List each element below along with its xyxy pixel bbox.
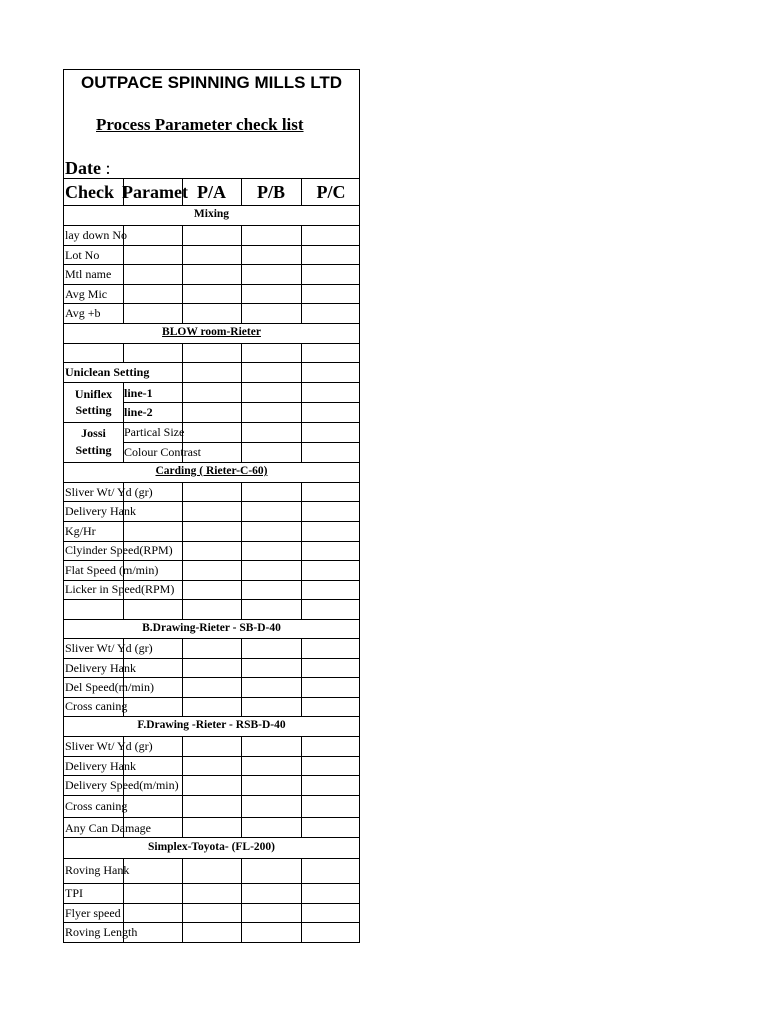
row-label-colour-contrast: Colour Contrast bbox=[124, 445, 201, 459]
row-label-fdraw-cross-caning: Cross caning bbox=[65, 799, 128, 813]
row-label-fdraw-sliver-wt: Sliver Wt/ Yd (gr) bbox=[65, 739, 153, 753]
row-label-bdraw-sliver-wt: Sliver Wt/ Yd (gr) bbox=[65, 641, 153, 655]
row-label-avg-mic: Avg Mic bbox=[65, 287, 108, 301]
row-line bbox=[64, 817, 359, 818]
row-line bbox=[64, 922, 359, 923]
row-label-avg-plus-b: Avg +b bbox=[65, 306, 101, 320]
col-line-pa bbox=[182, 858, 183, 943]
column-header-pb: P/B bbox=[256, 182, 285, 202]
col-line-pc bbox=[301, 858, 302, 943]
row-line bbox=[64, 560, 359, 561]
col-line-pa bbox=[182, 225, 183, 323]
row-line bbox=[64, 599, 359, 600]
date-label: Date bbox=[65, 158, 101, 178]
row-line bbox=[64, 303, 359, 304]
row-line bbox=[64, 225, 359, 226]
row-line bbox=[64, 501, 359, 502]
section-finisher-drawing: F.Drawing -Rieter - RSB-D-40 bbox=[137, 719, 286, 731]
section-carding: Carding ( Rieter-C-60) bbox=[155, 465, 268, 477]
row-line bbox=[64, 903, 359, 904]
row-line bbox=[64, 775, 359, 776]
col-line-pa bbox=[182, 638, 183, 716]
row-line bbox=[64, 382, 359, 383]
row-label-material: Mtl name bbox=[65, 267, 112, 281]
row-line bbox=[64, 658, 359, 659]
col-line-pb bbox=[241, 638, 242, 716]
row-line bbox=[64, 462, 359, 463]
row-label-cylinder-speed: Clyinder Speed(RPM) bbox=[65, 543, 173, 557]
row-line bbox=[64, 284, 359, 285]
column-header-pa: P/A bbox=[197, 182, 226, 202]
row-line bbox=[64, 736, 359, 737]
col-line-pc bbox=[301, 736, 302, 838]
row-line bbox=[64, 756, 359, 757]
row-label-fdraw-delivery-speed: Delivery Speed(m/min) bbox=[65, 778, 179, 792]
row-label-lot: Lot No bbox=[65, 248, 100, 262]
row-line bbox=[64, 697, 359, 698]
row-line bbox=[64, 580, 359, 581]
row-label-flyer-speed: Flyer speed bbox=[65, 906, 121, 920]
col-line-pb bbox=[241, 736, 242, 838]
row-label-bdraw-cross-caning: Cross caning bbox=[65, 699, 128, 713]
row-line bbox=[64, 178, 359, 179]
row-line bbox=[64, 541, 359, 542]
row-line bbox=[64, 264, 359, 265]
section-breaker-drawing: B.Drawing-Rieter - SB-D-40 bbox=[142, 622, 281, 634]
company-name: OUTPACE SPINNING MILLS LTD bbox=[81, 73, 342, 92]
row-line bbox=[64, 343, 359, 344]
column-header-pc: P/C bbox=[316, 182, 346, 202]
row-line bbox=[64, 245, 359, 246]
col-line-pa bbox=[182, 482, 183, 619]
row-line bbox=[64, 795, 359, 796]
row-label-uniclean: Uniclean Setting bbox=[65, 365, 150, 379]
row-label-partical-size: Partical Size bbox=[124, 425, 185, 439]
row-line bbox=[64, 883, 359, 884]
row-label-line-2: line-2 bbox=[124, 405, 153, 419]
row-label-line-1: line-1 bbox=[124, 386, 153, 400]
row-line bbox=[64, 323, 359, 324]
row-label-jossi-setting: Setting bbox=[75, 443, 112, 457]
date-field bbox=[65, 159, 111, 177]
row-line bbox=[64, 858, 359, 859]
row-label-laydown: lay down No bbox=[65, 228, 127, 242]
checklist-title: Process Parameter check list bbox=[96, 115, 304, 134]
row-label-jossi: Jossi bbox=[81, 426, 106, 440]
process-parameter-checklist bbox=[63, 69, 360, 943]
row-line bbox=[64, 362, 359, 363]
row-label-carding-delivery-hank: Delivery Hank bbox=[65, 504, 136, 518]
col-line-pb bbox=[241, 343, 242, 462]
col-line-pc bbox=[301, 225, 302, 323]
row-line bbox=[64, 482, 359, 483]
row-label-fdraw-delivery-hank: Delivery Hank bbox=[65, 759, 136, 773]
col-line-pa bbox=[182, 736, 183, 838]
row-line bbox=[64, 837, 359, 838]
col-line-pb bbox=[241, 482, 242, 619]
row-label-carding-sliver-wt: Sliver Wt/ Yd (gr) bbox=[65, 485, 153, 499]
col-line-param bbox=[123, 343, 124, 363]
row-label-tpi: TPI bbox=[65, 886, 83, 900]
row-label-licker-in-speed: Licker in Speed(RPM) bbox=[65, 582, 175, 596]
section-blowroom: BLOW room-Rieter bbox=[162, 326, 261, 338]
row-label-bdraw-del-speed: Del Speed(m/min) bbox=[65, 680, 154, 694]
row-line bbox=[64, 205, 359, 206]
row-line bbox=[64, 638, 359, 639]
row-line bbox=[64, 521, 359, 522]
col-line-pb bbox=[241, 225, 242, 323]
row-line bbox=[64, 677, 359, 678]
col-line-pc bbox=[301, 343, 302, 462]
column-header-check: Check bbox=[65, 182, 114, 202]
date-colon: : bbox=[100, 158, 111, 178]
row-line bbox=[64, 619, 359, 620]
section-mixing: Mixing bbox=[193, 208, 230, 220]
row-line bbox=[64, 422, 359, 423]
row-label-carding-kg-hr: Kg/Hr bbox=[65, 524, 96, 538]
col-line-pb bbox=[241, 858, 242, 943]
row-label-roving-length: Roving Length bbox=[65, 925, 138, 939]
row-label-roving-hank: Roving Hank bbox=[65, 863, 130, 877]
row-line bbox=[64, 716, 359, 717]
row-label-bdraw-delivery-hank: Delivery Hank bbox=[65, 661, 136, 675]
row-label-uniflex-setting: Setting bbox=[75, 403, 112, 417]
row-label-flat-speed: Flat Speed (m/min) bbox=[65, 563, 159, 577]
col-line-pc bbox=[301, 482, 302, 619]
row-label-uniflex: Uniflex bbox=[74, 387, 113, 401]
col-line-pc bbox=[301, 638, 302, 716]
section-simplex: Simplex-Toyota- (FL-200) bbox=[147, 841, 276, 853]
column-header-parameter: Paramet bbox=[122, 182, 188, 202]
row-label-can-damage: Any Can Damage bbox=[65, 821, 151, 835]
